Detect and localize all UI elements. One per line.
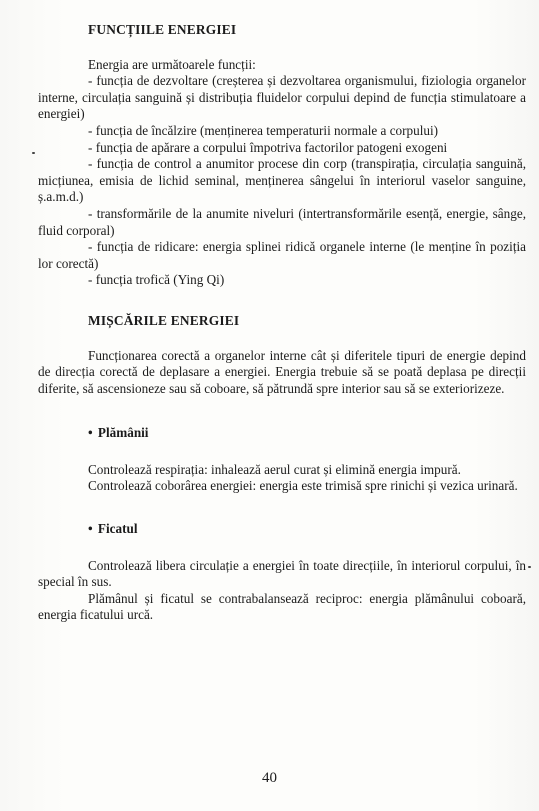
organ-paragraph: Controlează coborârea energiei: energia este trimisă spre rinichi și vezica urinară. xyxy=(88,478,518,494)
list-item-aparare: - funcția de apărare a corpului împotriva factorilor patogeni exogeni xyxy=(88,139,448,155)
organ-paragraph: Controlează libera circulație a energiei în toate direcțiile, în interiorul corpului, în special în sus. xyxy=(38,557,526,590)
section-title-functiile-energiei: FUNCȚIILE ENERGIEI xyxy=(88,22,237,37)
section-paragraph: Funcționarea corectă a organelor interne cât și diferitele tipuri de energie depind de direcția corectă de deplasare a energiei. Energia trebuie să se poată deplasa pe direcții diferite, să ascensioneze sau să coboare, să pătrundă spre interior sau să se exteriorizeze. xyxy=(38,347,526,396)
list-item-control: - funcția de control a anumitor procese din corp (transpirația, circulația sanguină, micțiunea, emisia de lichid seminal, menținerea sângelui în interiorul vaselor sanguine, ș.a.m.d.) xyxy=(38,156,526,205)
scan-speck xyxy=(528,566,531,568)
list-item-incalzire: - funcția de încălzire (menținerea temperaturii normale a corpului) xyxy=(88,122,439,138)
list-item-transformari: - transformările de la anumite niveluri (intertransformările esență, energie, sânge, fluid corporal) xyxy=(38,205,526,238)
subheading-plamanii xyxy=(38,425,526,442)
page-content xyxy=(38,22,526,624)
organ-paragraph: Controlează respirația: inhalează aerul curat și elimină energia impură. xyxy=(88,461,461,477)
bullet-icon: • xyxy=(88,521,93,537)
subheading-label: Plămânii xyxy=(97,425,149,441)
scan-speck xyxy=(32,152,35,154)
subheading-ficatul xyxy=(38,521,526,538)
section-intro: Energia are următoarele funcții: xyxy=(88,56,256,72)
list-item-dezvoltare: - funcția de dezvoltare (creșterea și dezvoltarea organismului, fiziologia organelor interne, circulația sanguină și distribuția fluidelor corpului depind de funcția stimulatoare a energiei) xyxy=(38,73,526,122)
section-title-miscarile-energiei: MIȘCĂRILE ENERGIEI xyxy=(88,312,240,328)
subheading-label: Ficatul xyxy=(97,521,138,537)
list-item-trofica: - funcția trofică (Ying Qi) xyxy=(88,272,225,288)
page-number: 40 xyxy=(262,770,277,786)
organ-paragraph: Plămânul și ficatul se contrabalansează reciproc: energia plămânului coboară, energia ficatului urcă. xyxy=(38,590,526,623)
list-item-ridicare: - funcția de ridicare: energia splinei ridică organele interne (le menține în poziția lor corectă) xyxy=(38,239,526,271)
bullet-icon: • xyxy=(88,425,93,441)
